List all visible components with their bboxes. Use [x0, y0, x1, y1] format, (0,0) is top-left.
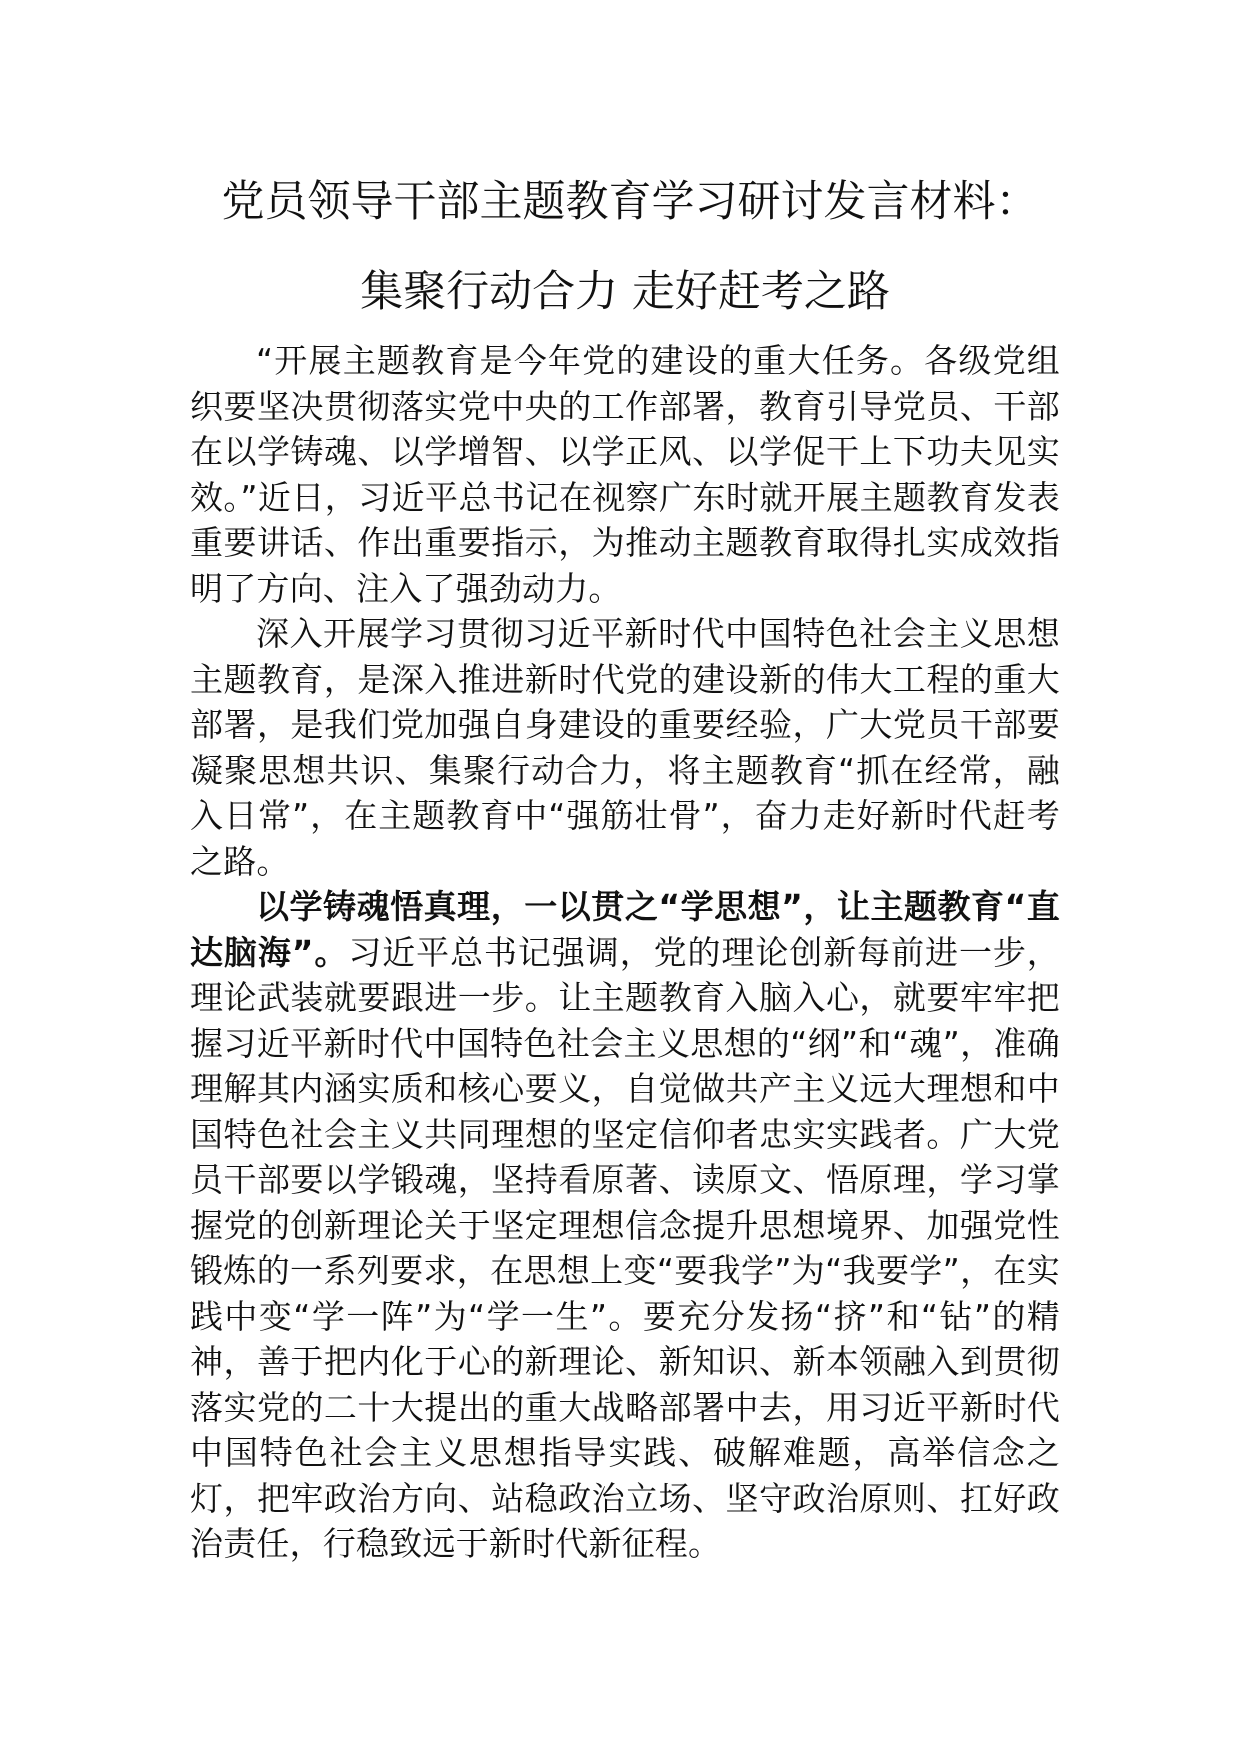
paragraph-text: “开展主题教育是今年党的建设的重大任务。各级党组织要坚决贯彻落实党中央的工作部署，教育引导党员、干部在以学铸魂、以学增智、以学正风、以学促干上下功夫见实效。”近日，习近平总书记在视察广东时就开展主题教育发表重要讲话、作出重要指示，为推动主题教育取得扎实成效指明了方向、注入了强劲动力。 [190, 341, 1060, 608]
document-title-line-1: 党员领导干部主题教育学习研讨发言材料： [221, 177, 1039, 227]
paragraph-lead: 以学铸魂悟真理，一以贯之“学思想”，让主题教育“直达脑海”。 [190, 887, 1060, 972]
paragraph-text: 深入开展学习贯彻习近平新时代中国特色社会主义思想主题教育，是深入推进新时代党的建设新的伟大工程的重大部署，是我们党加强自身建设的重要经验，广大党员干部要凝聚思想共识、集聚行动合力，将主题教育“抓在经常，融入日常”，在主题教育中“强筋壮骨”，奋力走好新时代赶考之路。 [190, 614, 1060, 881]
paragraph-text: 习近平总书记强调，党的理论创新每前进一步，理论武装就要跟进一步。让主题教育入脑入心，就要牢牢把握习近平新时代中国特色社会主义思想的“纲”和“魂”，准确理解其内涵实质和核心要义，自觉做共产主义远大理想和中国特色社会主义共同理想的坚定信仰者忠实实践者。广大党员干部要以学锻魂，坚持看原著、读原文、悟原理，学习掌握党的创新理论关于坚定理想信念提升思想境界、加强党性锻炼的一系列要求，在思想上变“要我学”为“我要学”，在实践中变“学一阵”为“学一生”。要充分发扬“挤”和“钻”的精神，善于把内化于心的新理论、新知识、新本领融入到贯彻落实党的二十大提出的重大战略部署中去，用习近平新时代中国特色社会主义思想指导实践、破解难题，高举信念之灯，把牢政治方向、站稳政治立场、坚守政治原则、扛好政治责任，行稳致远于新时代新征程。 [190, 932, 1060, 1563]
document-title-line-2: 集聚行动合力 走好赶考之路 [360, 267, 890, 317]
paragraph-1 [190, 338, 1060, 611]
paragraph-2 [190, 611, 1060, 884]
document-body [190, 338, 1060, 1567]
paragraph-3 [190, 884, 1060, 1567]
